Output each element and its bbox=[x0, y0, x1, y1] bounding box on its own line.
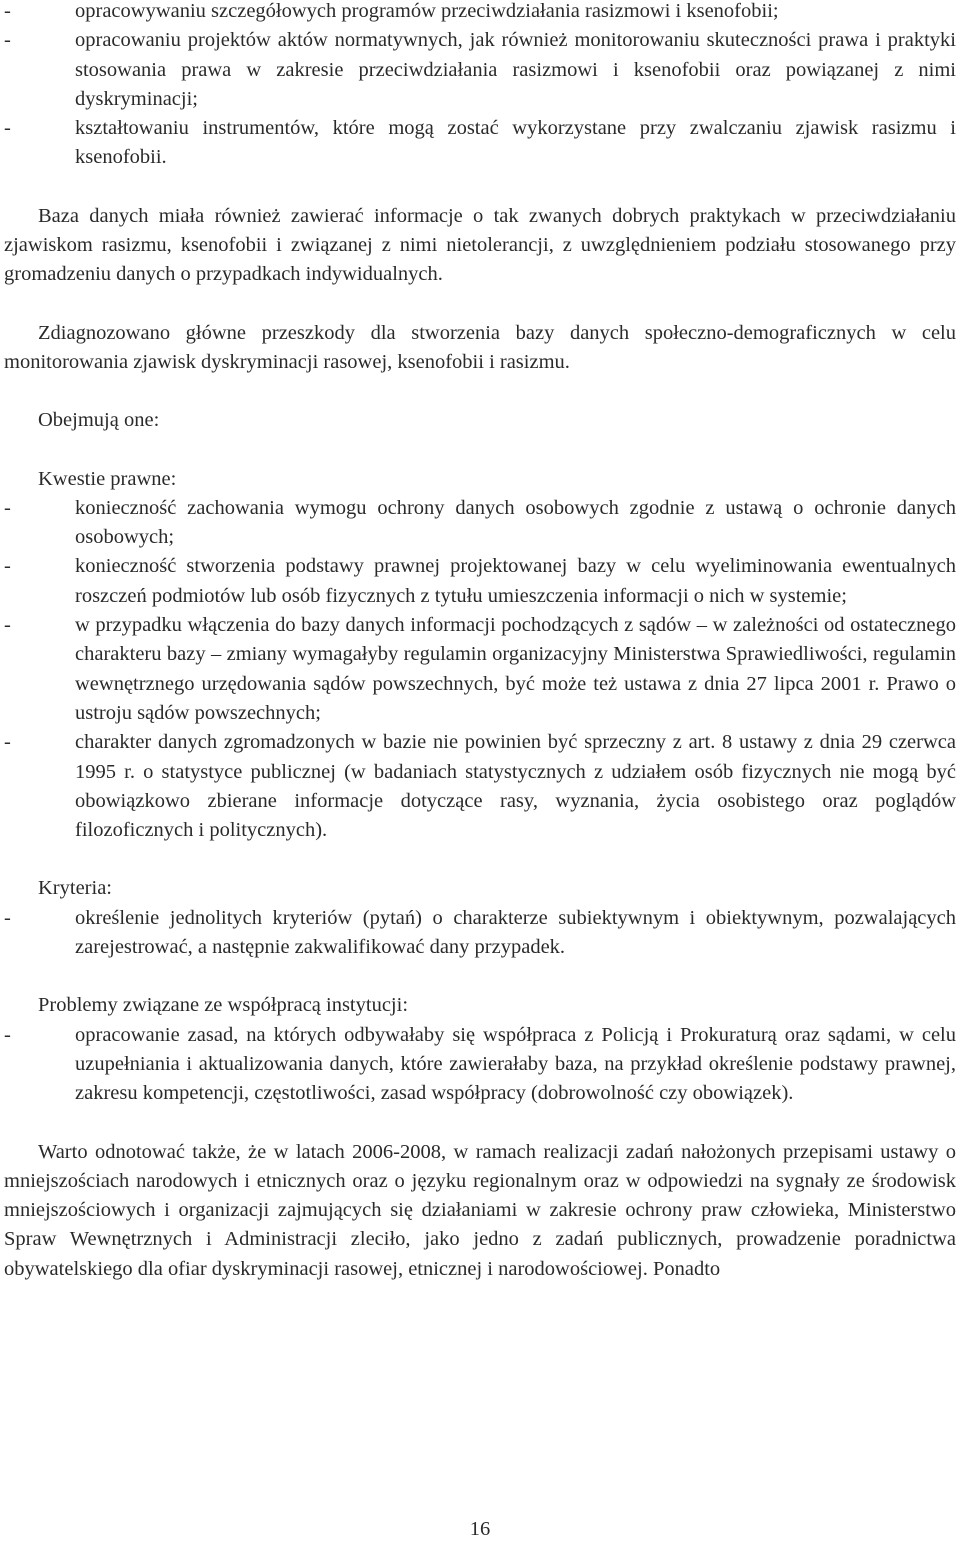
page-number: 16 bbox=[469, 1518, 491, 1540]
list-marker: - bbox=[4, 117, 11, 140]
spacer bbox=[4, 173, 956, 202]
list-item bbox=[4, 494, 956, 553]
cooperation-list bbox=[4, 1021, 956, 1109]
list-item-text: w przypadku włączenia do bazy danych informacji pochodzących z sądów – w zależności od ostatecznego charakteru bazy – zmiany wymagałyby regulamin organizacyjny Ministerstwa Sprawiedliwości, regulamin wewnętrznego urzędowania sądów powszechnych, być może też ustawa z dnia 27 lipca 2001 r. Prawo o ustroju sądów powszechnych; bbox=[75, 614, 956, 724]
paragraph-citizen-advice: Warto odnotować także, że w latach 2006-2008, w ramach realizacji zadań nałożonych przepisami ustawy o mniejszościach narodowych i etnicznych oraz o języku regionalnym oraz w odpowiedzi na sygnały ze środowisk mniejszościowych i organizacji zajmujących się działaniami w zakresie ochrony praw człowieka, Ministerstwo Spraw Wewnętrznych i Administracji zleciło, jako jedno z zadań publicznych, prowadzenie poradnictwa obywatelskiego dla ofiar dyskryminacji rasowej, etnicznej i narodowościowej. Ponadto bbox=[4, 1140, 956, 1280]
list-marker: - bbox=[4, 731, 11, 754]
spacer bbox=[4, 377, 956, 406]
spacer bbox=[4, 1109, 956, 1138]
list-item bbox=[4, 114, 956, 173]
list-marker: - bbox=[4, 496, 11, 519]
list-item bbox=[4, 0, 956, 26]
list-marker: - bbox=[4, 29, 11, 52]
paragraph-obstacles: Zdiagnozowano główne przeszkody dla stworzenia bazy danych społeczno-demograficznych w celu monitorowania zjawisk dyskryminacji rasowej, ksenofobii i rasizmu. bbox=[4, 321, 956, 373]
list-item-text: konieczność zachowania wymogu ochrony danych osobowych zgodnie z ustawą o ochronie danych osobowych; bbox=[75, 496, 956, 549]
list-item-text: określenie jednolitych kryteriów (pytań) o charakterze subiektywnym i obiektywnym, pozwalających zarejestrować, a następnie zakwalifikować dany przypadek. bbox=[75, 906, 956, 959]
legal-issues-heading: Kwestie prawne: bbox=[38, 467, 177, 490]
intro-line: Obejmują one: bbox=[38, 409, 160, 432]
criteria-list bbox=[4, 904, 956, 963]
legal-issues-list bbox=[4, 494, 956, 846]
list-marker: - bbox=[4, 555, 11, 578]
spacer bbox=[4, 845, 956, 874]
list-marker: - bbox=[4, 906, 11, 929]
list-item bbox=[4, 26, 956, 114]
paragraph-good-practices: Baza danych miała również zawierać informacje o tak zwanych dobrych praktykach w przeciwdziałaniu zjawiskom rasizmu, ksenofobii i związanej z nimi nietolerancji, z uwzględnieniem podziału stosowanego przy gromadzeniu danych o przypadkach indywidualnych. bbox=[4, 204, 956, 286]
spacer bbox=[4, 290, 956, 319]
list-item-text: charakter danych zgromadzonych w bazie nie powinien być sprzeczny z art. 8 ustawy z dnia 29 czerwca 1995 r. o statystyce publicznej (w badaniach statystycznych z udziałem osób fizycznych nie mogą być obowiązkowo zbierane informacje dotyczące rasy, wyznania, życia osobistego oraz poglądów filozoficznych i politycznych). bbox=[75, 731, 956, 842]
list-item bbox=[4, 552, 956, 611]
list-item-text: opracowywaniu szczegółowych programów przeciwdziałania rasizmowi i ksenofobii; bbox=[75, 0, 779, 22]
list-item bbox=[4, 611, 956, 728]
list-item bbox=[4, 904, 956, 963]
top-bullet-list bbox=[4, 0, 956, 173]
list-marker: - bbox=[4, 0, 11, 22]
list-marker: - bbox=[4, 614, 11, 637]
spacer bbox=[4, 962, 956, 991]
list-item-text: konieczność stworzenia podstawy prawnej projektowanej bazy w celu wyeliminowania ewentualnych roszczeń podmiotów lub osób fizycznych z tytułu umieszczenia informacji o nich w systemie; bbox=[75, 555, 956, 607]
list-item bbox=[4, 728, 956, 845]
list-item-text: kształtowaniu instrumentów, które mogą zostać wykorzystane przy zwalczaniu zjawisk rasizmu i ksenofobii. bbox=[75, 117, 956, 169]
list-item-text: opracowanie zasad, na których odbywałaby się współpraca z Policją i Prokuraturą oraz sądami, w celu uzupełniania i aktualizowania danych, które zawierałaby baza, na przykład określenie podstawy prawnej, zakresu kompetencji, częstotliwości, zasad współpracy (dobrowolność czy obowiązek). bbox=[75, 1023, 956, 1105]
criteria-heading: Kryteria: bbox=[38, 877, 112, 900]
spacer bbox=[4, 436, 956, 465]
list-item bbox=[4, 1021, 956, 1109]
list-item-text: opracowaniu projektów aktów normatywnych, jak również monitorowaniu skuteczności prawa i praktyki stosowania prawa w zakresie przeciwdziałania rasizmowi i ksenofobii oraz powiązanej z nimi dyskryminacji; bbox=[75, 29, 956, 110]
cooperation-heading: Problemy związane ze współpracą instytucji: bbox=[38, 994, 409, 1017]
document-body bbox=[4, 0, 956, 1284]
list-marker: - bbox=[4, 1023, 11, 1046]
